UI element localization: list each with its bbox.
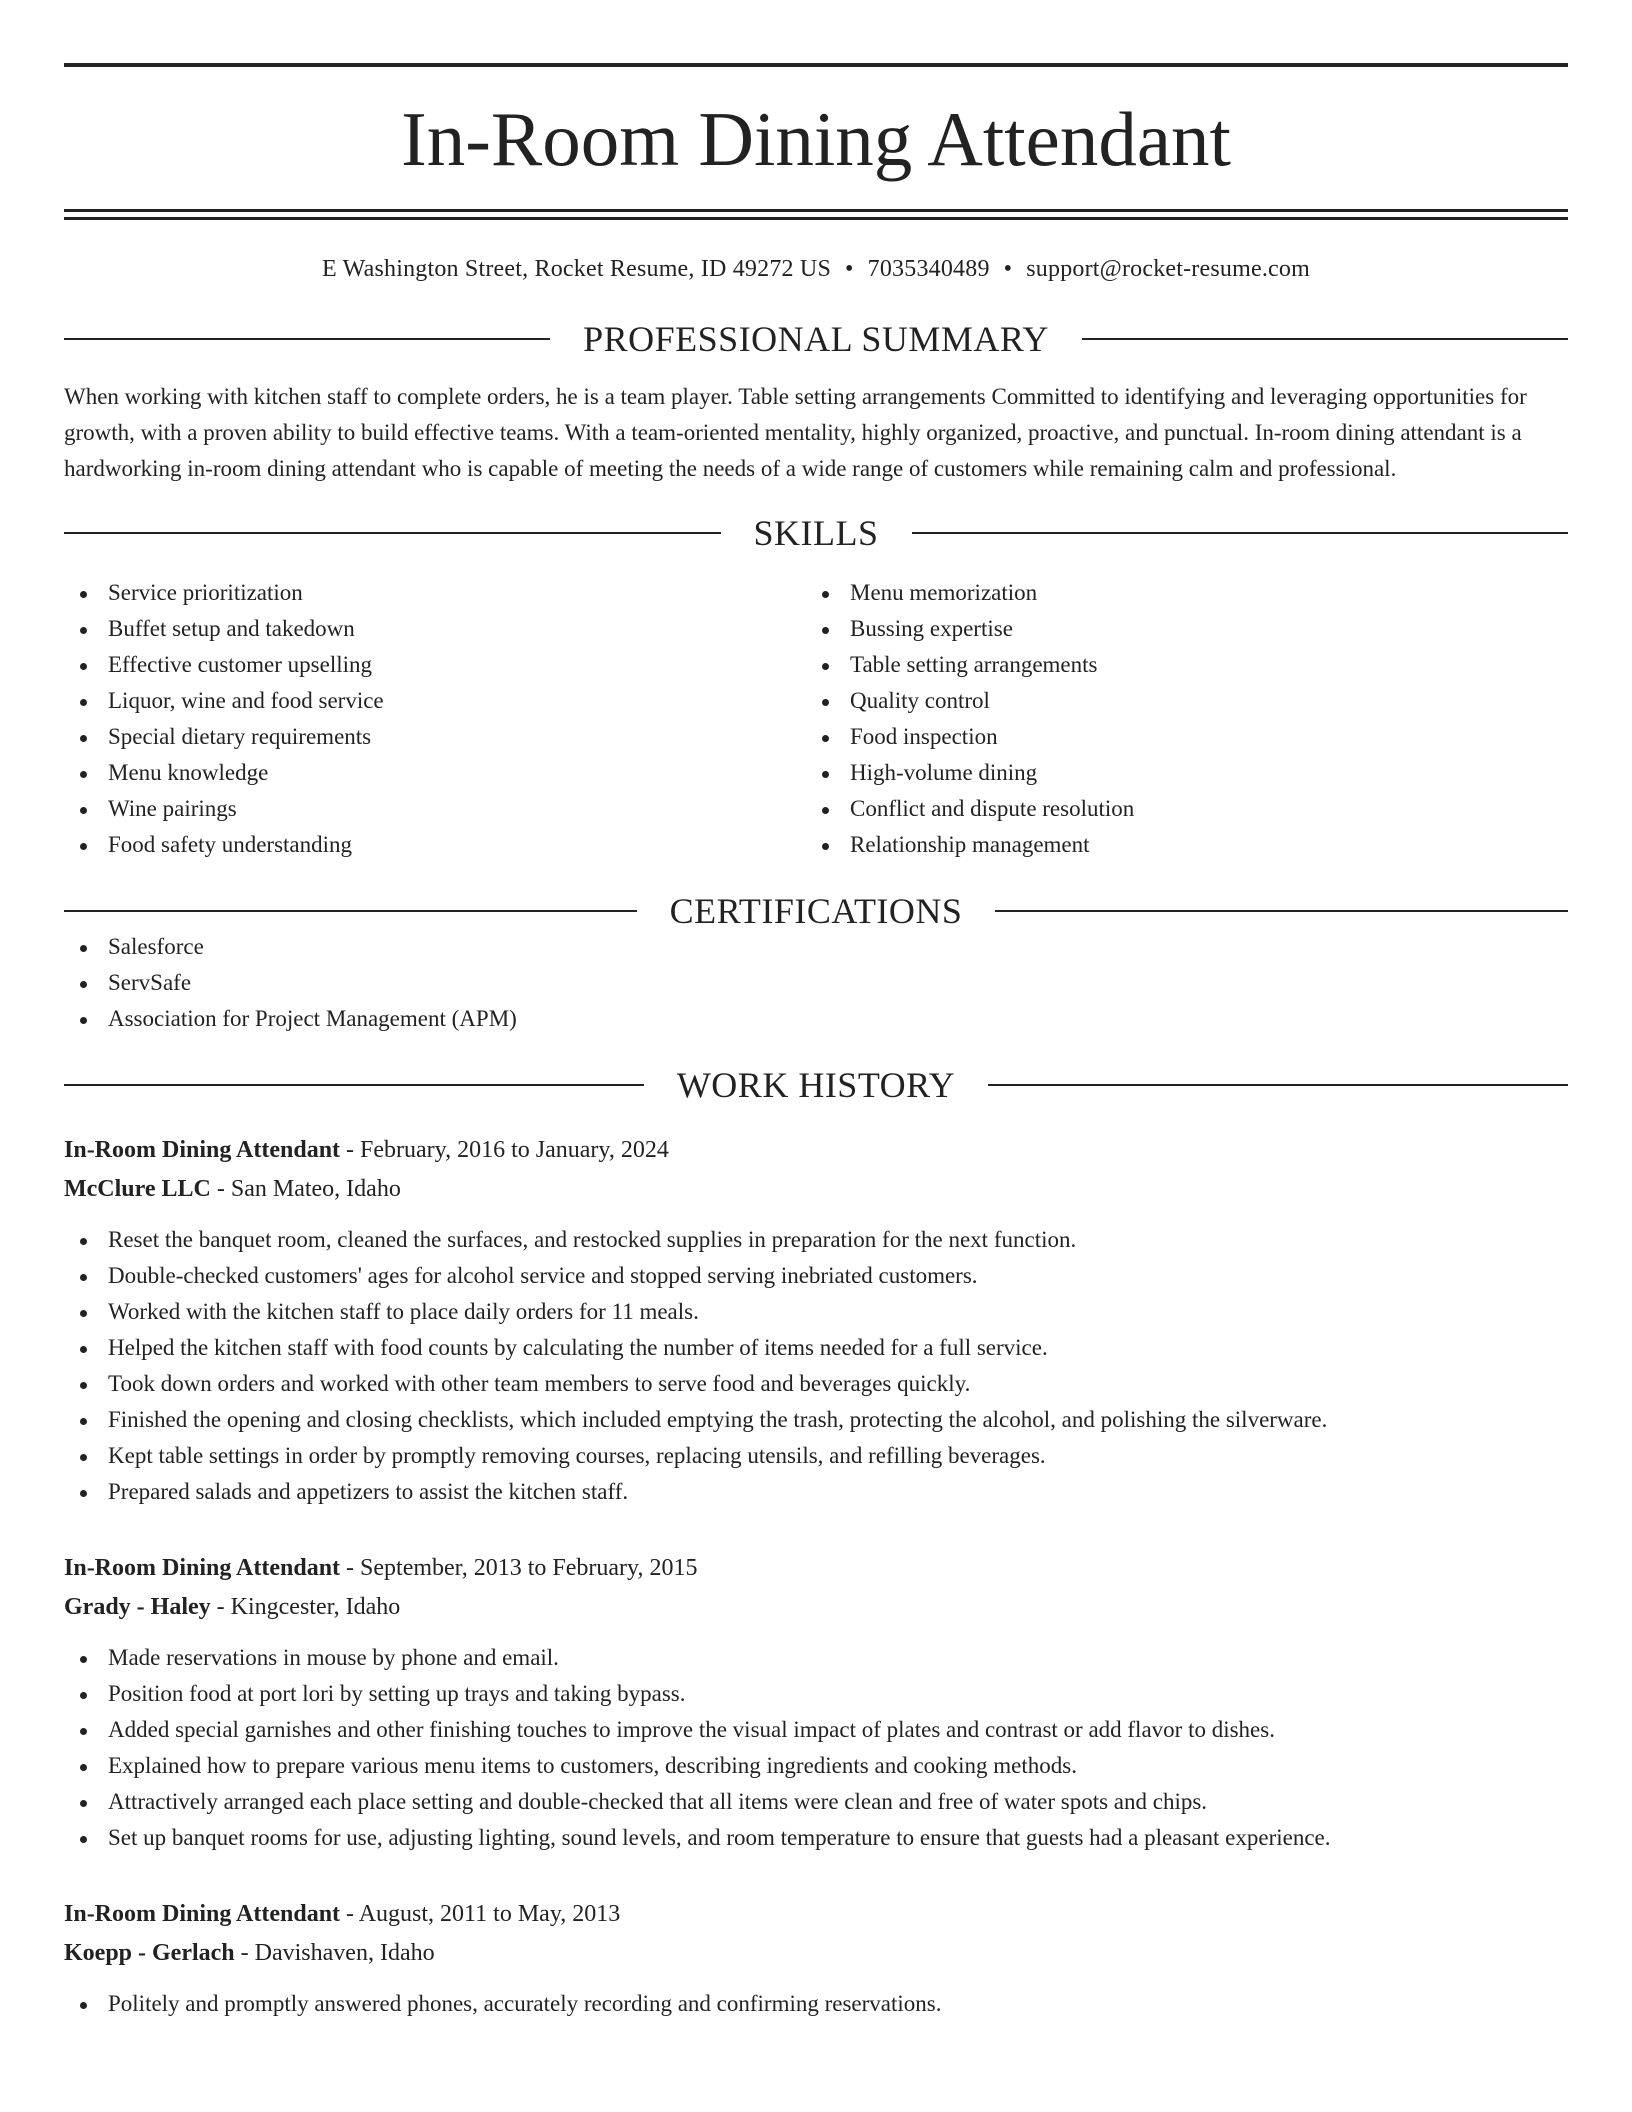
skill-item: Bussing expertise	[806, 611, 1548, 647]
heading-rule-right	[912, 532, 1569, 534]
contact-separator: •	[845, 256, 854, 282]
heading-rule-left	[64, 532, 721, 534]
skill-item: Buffet setup and takedown	[64, 611, 806, 647]
job-entry	[64, 1131, 1568, 1510]
resume-name: In-Room Dining Attendant	[401, 96, 1231, 182]
job-role: In-Room Dining Attendant	[64, 1555, 341, 1581]
job-dates: - February, 2016 to January, 2024	[340, 1137, 669, 1163]
skill-item: Menu knowledge	[64, 755, 806, 791]
skills-list-right	[806, 575, 1548, 863]
skill-item: Food inspection	[806, 719, 1548, 755]
job-duties	[64, 1986, 1568, 2022]
job-company-line	[64, 1170, 1568, 1209]
certifications-list	[64, 929, 1568, 1037]
skill-item: Quality control	[806, 683, 1548, 719]
job-duties	[64, 1640, 1568, 1856]
job-title-line	[64, 1895, 1568, 1934]
job-duties	[64, 1222, 1568, 1510]
job-duty: Added special garnishes and other finishing touches to improve the visual impact of plates and contrast or add flavor to dishes.	[64, 1712, 1568, 1748]
skills-columns	[64, 575, 1568, 863]
certification-item: Association for Project Management (APM)	[64, 1001, 1568, 1037]
heading-rule-left	[64, 1084, 644, 1086]
job-company: Koepp - Gerlach	[64, 1940, 235, 1966]
header-top-rule	[64, 63, 1568, 67]
skill-item: Liquor, wine and food service	[64, 683, 806, 719]
job-duty: Double-checked customers' ages for alcohol service and stopped serving inebriated customers.	[64, 1258, 1568, 1294]
heading-rule-right	[988, 1084, 1568, 1086]
summary-text: When working with kitchen staff to complete orders, he is a team player. Table setting arrangements Committed to identifying and leveraging opportunities for growth, with a proven ability to build effective teams. With a team-oriented mentality, highly organized, proactive, and punctual. In-room dining attendant is a hardworking in-room dining attendant who is capable of meeting the needs of a wide range of customers while remaining calm and professional.	[64, 384, 1527, 481]
contact-separator: •	[1003, 256, 1013, 282]
heading-rule-left	[64, 338, 550, 340]
contact-phone: 7035340489	[867, 256, 990, 282]
skill-item: Effective customer upselling	[64, 647, 806, 683]
heading-rule-right	[995, 910, 1568, 912]
skill-item: Wine pairings	[64, 791, 806, 827]
skills-list-left	[64, 575, 806, 863]
skill-item: Special dietary requirements	[64, 719, 806, 755]
work-history-heading	[64, 1067, 1568, 1103]
job-dates: - September, 2013 to February, 2015	[340, 1555, 698, 1581]
skill-item: Menu memorization	[806, 575, 1548, 611]
skills-heading	[64, 515, 1568, 551]
job-duty: Worked with the kitchen staff to place daily orders for 11 meals.	[64, 1294, 1568, 1330]
job-duty: Helped the kitchen staff with food counts by calculating the number of items needed for a full service.	[64, 1330, 1568, 1366]
contact-email: support@rocket-resume.com	[1026, 256, 1310, 282]
contact-address: E Washington Street, Rocket Resume, ID 49272 US	[322, 256, 832, 282]
job-duty: Kept table settings in order by promptly removing courses, replacing utensils, and refilling beverages.	[64, 1438, 1568, 1474]
job-duty: Finished the opening and closing checklists, which included emptying the trash, protecting the alcohol, and polishing the silverware.	[64, 1402, 1568, 1438]
job-entry	[64, 1549, 1568, 1856]
job-dates: - August, 2011 to May, 2013	[340, 1901, 621, 1927]
job-duty: Took down orders and worked with other team members to serve food and beverages quickly.	[64, 1366, 1568, 1402]
job-company: McClure LLC	[64, 1176, 211, 1202]
certifications-title: CERTIFICATIONS	[669, 891, 963, 931]
heading-rule-left	[64, 910, 637, 912]
header-double-rule	[64, 209, 1568, 220]
job-title-line	[64, 1549, 1568, 1588]
job-company-line	[64, 1588, 1568, 1627]
skill-item: High-volume dining	[806, 755, 1548, 791]
job-role: In-Room Dining Attendant	[64, 1901, 341, 1927]
contact-line	[64, 256, 1568, 283]
job-duty: Attractively arranged each place setting and double-checked that all items were clean and free of water spots and chips.	[64, 1784, 1568, 1820]
summary-title: PROFESSIONAL SUMMARY	[583, 319, 1049, 359]
skill-item: Table setting arrangements	[806, 647, 1548, 683]
job-duty: Made reservations in mouse by phone and email.	[64, 1640, 1568, 1676]
job-location: - Kingcester, Idaho	[210, 1594, 401, 1620]
skills-title: SKILLS	[753, 513, 879, 553]
skill-item: Service prioritization	[64, 575, 806, 611]
skill-item: Relationship management	[806, 827, 1548, 863]
job-role: In-Room Dining Attendant	[64, 1137, 341, 1163]
job-company: Grady - Haley	[64, 1594, 211, 1620]
job-duty: Set up banquet rooms for use, adjusting lighting, sound levels, and room temperature to ensure that guests had a pleasant experience.	[64, 1820, 1568, 1856]
job-duty: Explained how to prepare various menu items to customers, describing ingredients and cooking methods.	[64, 1748, 1568, 1784]
job-duty: Prepared salads and appetizers to assist the kitchen staff.	[64, 1474, 1568, 1510]
certification-item: ServSafe	[64, 965, 1568, 1001]
work-history-title: WORK HISTORY	[676, 1065, 956, 1105]
job-entry	[64, 1895, 1568, 2022]
heading-rule-right	[1082, 338, 1568, 340]
job-duty: Politely and promptly answered phones, accurately recording and confirming reservations.	[64, 1986, 1568, 2022]
certifications-heading	[64, 893, 1568, 929]
job-duty: Position food at port lori by setting up trays and taking bypass.	[64, 1676, 1568, 1712]
skill-item: Conflict and dispute resolution	[806, 791, 1548, 827]
job-duty: Reset the banquet room, cleaned the surfaces, and restocked supplies in preparation for the next function.	[64, 1222, 1568, 1258]
certification-item: Salesforce	[64, 929, 1568, 965]
job-company-line	[64, 1934, 1568, 1973]
summary-heading	[64, 321, 1568, 357]
resume-page	[64, 0, 1568, 2022]
skill-item: Food safety understanding	[64, 827, 806, 863]
job-title-line	[64, 1131, 1568, 1170]
job-location: - Davishaven, Idaho	[234, 1940, 435, 1966]
job-location: - San Mateo, Idaho	[210, 1176, 401, 1202]
